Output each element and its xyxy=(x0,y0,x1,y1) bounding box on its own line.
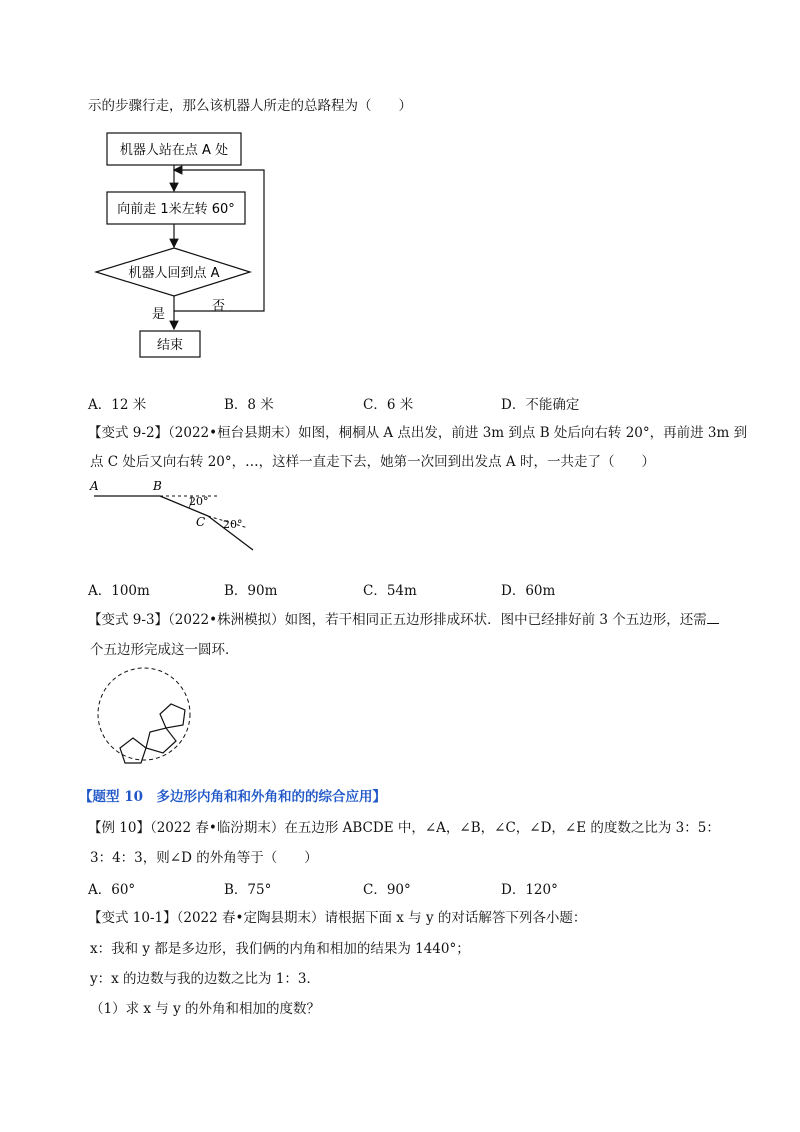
q4-option-a: A．60° xyxy=(88,882,136,898)
q1-option-b: B．8 米 xyxy=(224,397,274,413)
q2-option-a: A．100m xyxy=(88,583,150,599)
q5-line-1: 【变式 10-1】（2022 春•定陶县期末）请根据下面 x 与 y 的对话解答下列各小题： xyxy=(88,910,587,926)
label-c: C xyxy=(196,515,206,529)
flow-no-label: 否 xyxy=(212,299,226,314)
q3-line-2: 个五边形完成这一圆环． xyxy=(90,642,239,658)
pentagon-ring-figure xyxy=(88,664,208,774)
flow-end-text: 结束 xyxy=(156,338,184,353)
q1-options xyxy=(88,393,708,413)
q5-line-4: （1）求 x 与 y 的外角和相加的度数？ xyxy=(90,1001,320,1017)
q4-line-1: 【例 10】（2022 春•临汾期末）在五边形 ABCDE 中，∠A，∠B，∠C，∠D，∠E 的度数之比为 3：5： xyxy=(88,820,720,836)
q5-line-2: x：我和 y 都是多边形，我们俩的内角和相加的结果为 1440°； xyxy=(90,941,470,957)
flow-decision-text: 机器人回到点 A xyxy=(128,266,220,281)
q1-option-c: C．6 米 xyxy=(363,397,414,413)
walk-path-figure xyxy=(88,478,268,554)
q2-line-1: 【变式 9-2】（2022•桓台县期末）如图，桐桐从 A 点出发，前进 3m 到点 B 处后向右转 20°，再前进 3m 到 xyxy=(88,425,748,441)
angle-label-1: 20° xyxy=(189,495,209,508)
q2-line-2: 点 C 处后又向右转 20°，…，这样一直走下去，她第一次回到出发点 A 时，一共走了（ ） xyxy=(90,454,655,470)
q5-line-3: y：x 的边数与我的边数之比为 1：3． xyxy=(90,971,321,987)
q3-line-1 xyxy=(88,609,719,630)
flowchart-figure xyxy=(88,128,278,364)
q4-options xyxy=(88,878,708,898)
flow-step-text: 向前走 1米左转 60° xyxy=(117,202,235,217)
q2-option-b: B．90m xyxy=(224,583,278,599)
angle-label-2: 20° xyxy=(223,518,243,531)
q4-line-2: 3：4：3，则∠D 的外角等于（ ） xyxy=(90,850,318,866)
label-a: A xyxy=(90,479,99,493)
section-title: 【题型 10 多边形内角和和外角和的的综合应用】 xyxy=(79,789,386,805)
q4-option-b: B．75° xyxy=(224,882,272,898)
q3-line-1-text: 【变式 9-3】（2022•株洲模拟）如图，若干相同正五边形排成环状．图中已经排好前 3 个五边形，还需 xyxy=(88,612,707,628)
label-b: B xyxy=(153,479,162,493)
intro-line: 示的步骤行走，那么该机器人所走的总路程为（ ） xyxy=(88,98,412,114)
q1-option-a: A．12 米 xyxy=(88,397,147,413)
q2-option-d: D．60m xyxy=(501,583,556,599)
flow-yes-label: 是 xyxy=(152,307,166,322)
q4-option-c: C．90° xyxy=(363,882,411,898)
q2-option-c: C．54m xyxy=(363,583,417,599)
flow-start-text: 机器人站在点 A 处 xyxy=(119,143,229,158)
q3-answer-blank xyxy=(707,609,719,624)
q1-option-d: D．不能确定 xyxy=(501,397,580,413)
q4-option-d: D．120° xyxy=(501,882,558,898)
q2-options xyxy=(88,579,708,599)
